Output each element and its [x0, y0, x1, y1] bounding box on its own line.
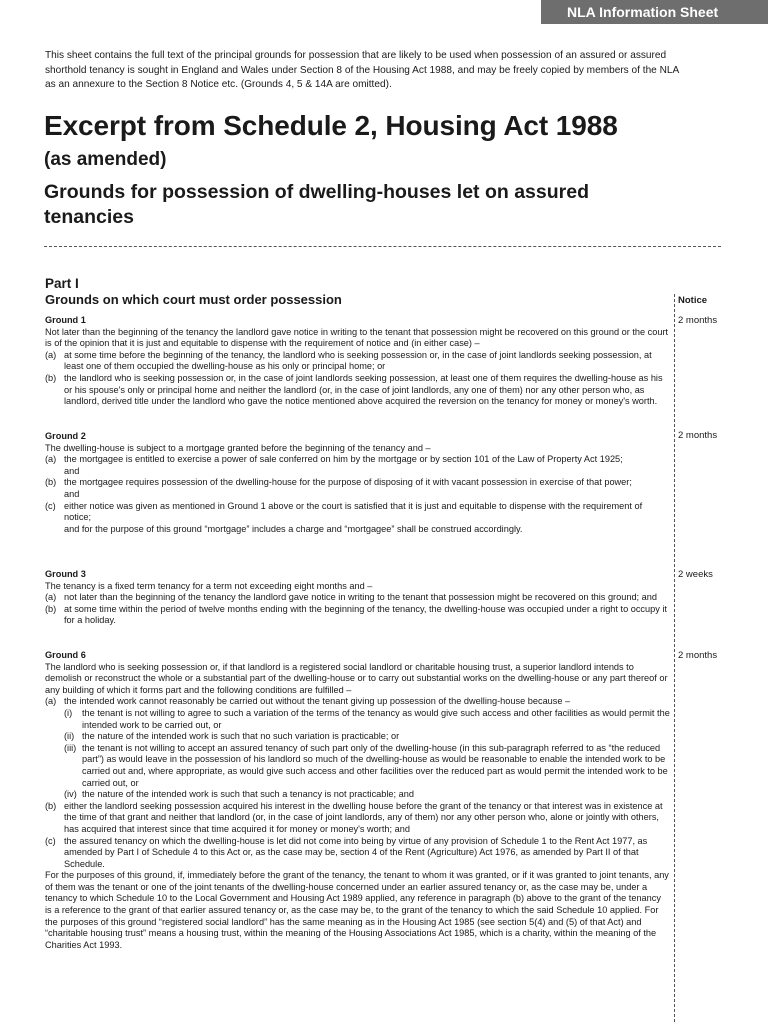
item-label: (a) — [45, 454, 57, 465]
ground-1-body: Not later than the beginning of the tenancy the landlord gave notice in writing to the tenant that possession might be recovered on this ground or the court is of the opinion that it is just and equitable to dispense with the requirement of notice and (in either case) – — [45, 326, 669, 349]
ground-3-title: Ground 3 — [45, 569, 86, 579]
subitem-label: (ii) — [64, 731, 75, 742]
ground-2-item-a — [45, 454, 670, 466]
ground-1-item-b — [45, 373, 670, 408]
item-text: the intended work cannot reasonably be carried out without the tenant giving up possession of the dwelling-house because – — [64, 696, 571, 707]
subitem-label: (i) — [64, 707, 73, 718]
notice-column-rule — [674, 294, 675, 1022]
item-text: not later than the beginning of the tenancy the landlord gave notice in writing to the tenant that possession might be recovered on this ground; and — [64, 592, 657, 603]
ground-6-body: The landlord who is seeking possession or, if that landlord is a registered social landlord or charitable housing trust, a superior landlord intends to demolish or reconstruct the whole or a substantial part of the dwelling-house or to carry out substantial works on the dwelling-house or any part thereof or any building of which it forms part and the following conditions are fulfilled – — [45, 661, 668, 695]
item-text: the landlord who is seeking possession or, in the case of joint landlords seeking possession, at least one of them requires the dwelling-house as his or his spouse's only or principal home and neither the landlord (or, in the case of joint landlords, any one of them) nor any other person who, as landlord, derived title under the landlord who gave the notice mentioned above acquired the reversion on the tenancy for money or money's worth. — [64, 372, 663, 407]
item-label: (b) — [45, 603, 57, 614]
item-text: the assured tenancy on which the dwelling-house is let did not come into being by virtue of any provision of Schedule 1 to the Rent Act 1977, as amended by Part I of Schedule 4 to this Act or, as the case may be, section 4 of the Rent (Agriculture) Act 1976, as amended by Part II of that Schedule. — [64, 835, 648, 869]
item-label: (a) — [45, 349, 57, 360]
notice-header: Notice — [678, 295, 708, 306]
item-text: either notice was given as mentioned in Ground 1 above or the court is satisfied that it is just and equitable to dispense with the requirement of notice; — [64, 500, 643, 523]
ground-2-body: The dwelling-house is subject to a mortgage granted before the beginning of the tenancy and – — [45, 442, 431, 453]
ground-2-title: Ground 2 — [45, 431, 86, 441]
ground-6-subitem-iv — [45, 789, 670, 801]
notice-ground-3: 2 weeks — [678, 569, 713, 580]
ground-3-item-a — [45, 592, 670, 604]
subitem-text: the nature of the intended work is such that no such variation is practicable; or — [82, 731, 400, 742]
ground-6-title: Ground 6 — [45, 650, 86, 660]
item-label: (a) — [45, 592, 57, 603]
ground-2-item-c — [45, 501, 670, 524]
item-text: either the landlord seeking possession acquired his interest in the dwelling house before the grant of the tenancy or that interest was in existence at the time of that grant and neither that landlord (or, in the case of joint landlords, any of them) nor any other person who, alone or jointly with others, has acquired that interest since that time acquired it for money or money's worth; and — [64, 800, 663, 834]
ground-3-body: The tenancy is a fixed term tenancy for a term not exceeding eight months and – — [45, 580, 373, 591]
ground-6-subitem-ii — [45, 731, 670, 743]
page-subtitle: (as amended) — [44, 149, 167, 170]
info-sheet-banner: NLA Information Sheet — [541, 0, 768, 24]
item-label: (b) — [45, 372, 57, 383]
item-label: (c) — [45, 500, 56, 511]
ground-6-subitem-i — [45, 708, 670, 731]
item-label: (a) — [45, 696, 57, 707]
section-heading: Grounds for possession of dwelling-houses let on assured tenancies — [44, 181, 589, 228]
ground-2-and-2: and — [64, 488, 80, 499]
subitem-text: the tenant is not willing to agree to such a variation of the terms of the tenancy as would give such access and other facilities as would permit the intended work to be carried out, or — [82, 707, 670, 730]
ground-3-item-b — [45, 604, 670, 627]
ground-6-footer: For the purposes of this ground, if, immediately before the grant of the tenancy, the tenant to whom it was granted, or if it was granted to joint tenants, any of them was the tenant or one of the joint tenants of the dwelling-house concerned under an earlier assured tenancy or, as the case may be, under a tenancy to which Schedule 10 to the Local Government and Housing Act 1989 applied, any reference in paragraph (b) above to the grant of the tenancy is a reference to the grant of that earlier assured tenancy or, as the case may be, to the grant of the tenancy to which the said Schedule 10 applied. For the purposes of this ground “registered social landlord” has the same meaning as in the Housing Act 1985 (see section 5(4) and (5) of that Act) and “charitable housing trust” means a housing trust, within the meaning of the Housing Associations Act 1985, which is a charity, within the meaning of the Charities Act 1993. — [45, 870, 669, 950]
item-label: (b) — [45, 800, 57, 811]
ground-6-subitem-iii — [45, 743, 670, 789]
subitem-text: the nature of the intended work is such that such a tenancy is not practicable; and — [82, 789, 414, 800]
ground-2-item-b — [45, 477, 670, 489]
ground-6 — [45, 650, 670, 951]
item-text: at some time within the period of twelve months ending with the beginning of the tenancy, the dwelling-house was occupied under a right to occupy it for a holiday. — [64, 603, 667, 626]
ground-1-title: Ground 1 — [45, 315, 86, 325]
part-title: Grounds on which court must order possession — [45, 292, 342, 307]
intro-paragraph: This sheet contains the full text of the principal grounds for possession that are likely to be used when possession of an assured or assured shorthold tenancy is sought in England and Wales under Section 8 of the Housing Act 1988, and may be freely copied by members of the NLA as an annexure to the Section 8 Notice etc. (Grounds 4, 5 & 14A are omitted). — [45, 50, 679, 90]
item-label: (c) — [45, 835, 56, 846]
subitem-label: (iv) — [64, 789, 77, 800]
ground-1 — [45, 315, 670, 408]
ground-6-item-c — [45, 836, 670, 871]
notice-ground-2: 2 months — [678, 430, 718, 441]
subitem-label: (iii) — [64, 742, 77, 753]
notice-ground-6: 2 months — [678, 650, 718, 661]
notice-ground-1: 2 months — [678, 315, 718, 326]
ground-1-item-a — [45, 350, 670, 373]
dashed-divider — [44, 246, 721, 247]
ground-2-footer: and for the purpose of this ground “mortgage” includes a charge and “mortgagee” shall be construed accordingly. — [64, 523, 523, 534]
item-text: the mortgagee requires possession of the dwelling-house for the purpose of disposing of it with vacant possession in exercise of that power; — [64, 477, 632, 488]
ground-6-item-b — [45, 801, 670, 836]
ground-2 — [45, 431, 670, 535]
item-text: at some time before the beginning of the tenancy, the landlord who is seeking possession or, in the case of joint landlords seeking possession, at least one of them occupied the dwelling-house as his only or principal home; or — [64, 349, 652, 372]
ground-2-and-1: and — [64, 465, 80, 476]
subitem-text: the tenant is not willing to accept an assured tenancy of such part only of the dwelling-house (in this sub-paragraph referred to as “the reduced part”) as would leave in the possession of his landlord so much of the dwelling-house as would be reasonable to enable the intended work to be carried out and, where appropriate, as would give such access and other facilities over the reduced part as would permit the intended work to be carried out, or — [82, 742, 668, 788]
ground-6-item-a — [45, 696, 670, 708]
ground-3 — [45, 569, 670, 627]
part-label: Part I — [45, 276, 79, 291]
item-text: the mortgagee is entitled to exercise a power of sale conferred on him by the mortgage or by section 101 of the Law of Property Act 1925; — [64, 454, 623, 465]
page-title: Excerpt from Schedule 2, Housing Act 1988 — [44, 110, 618, 141]
item-label: (b) — [45, 477, 57, 488]
